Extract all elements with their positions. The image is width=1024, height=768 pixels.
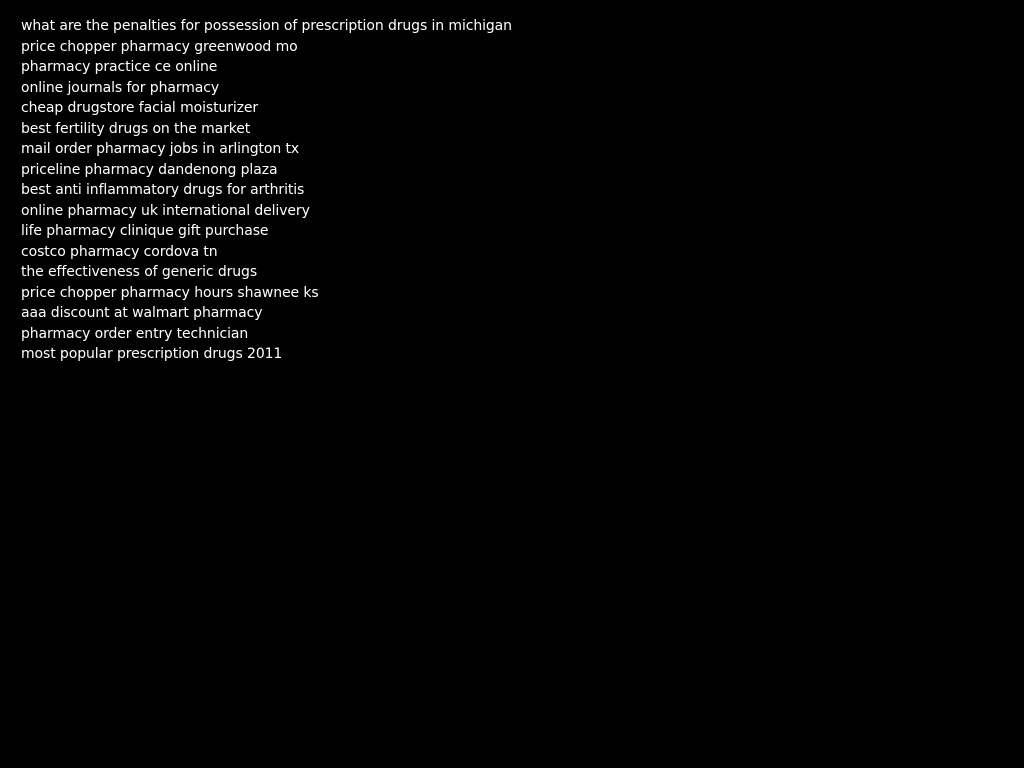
text-line: best fertility drugs on the market [21,120,251,137]
text-line: online pharmacy uk international delivery [21,202,310,219]
text-line: mail order pharmacy jobs in arlington tx [21,141,300,157]
text-line: online journals for pharmacy [21,79,220,96]
text-line: cheap drugstore facial moisturizer [21,100,259,116]
text-line: priceline pharmacy dandenong plaza [21,161,278,178]
text-line: most popular prescription drugs 2011 [21,346,283,362]
text-line: costco pharmacy cordova tn [21,243,218,260]
text-line: aaa discount at walmart pharmacy [21,305,263,321]
text-line: life pharmacy clinique gift purchase [21,223,269,239]
text-list [21,16,512,365]
text-line: the effectiveness of generic drugs [21,264,258,280]
text-line: what are the penalties for possession of prescription drugs in michigan [21,18,512,34]
text-line: pharmacy order entry technician [21,325,249,342]
text-line: price chopper pharmacy hours shawnee ks [21,284,319,301]
text-line: best anti inflammatory drugs for arthritis [21,182,305,198]
text-line: price chopper pharmacy greenwood mo [21,38,298,55]
text-line: pharmacy practice ce online [21,59,218,75]
